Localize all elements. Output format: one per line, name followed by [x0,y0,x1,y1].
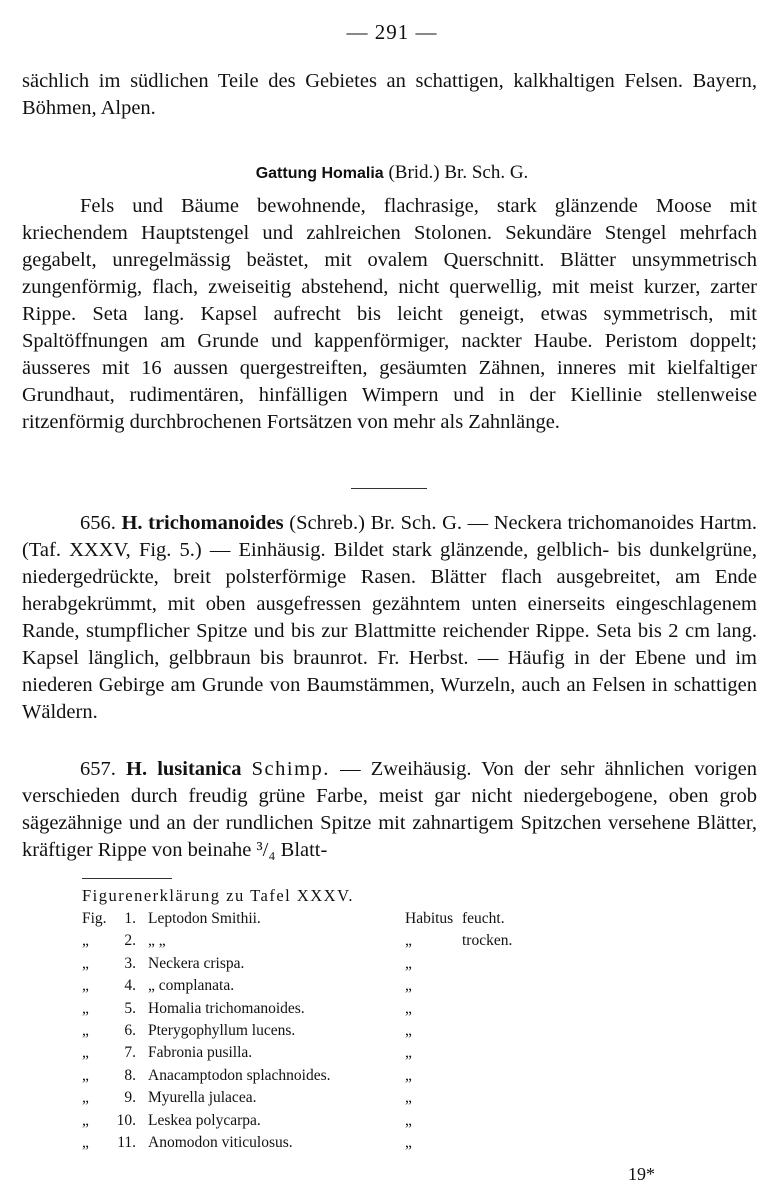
figure-prefix: „ [82,1111,89,1129]
figure-number: 4. [124,977,136,995]
species-656-number: 656. [80,512,116,534]
figure-legend-row [0,1134,784,1156]
figure-prefix: „ [82,1021,89,1039]
figure-state: trocken. [462,932,513,950]
figure-prefix: „ [82,1066,89,1084]
figure-number: 6. [124,1021,136,1039]
figure-number: 9. [124,1089,136,1107]
figure-legend-row [0,955,784,977]
figure-prefix: „ [82,954,89,972]
species-656-paragraph [22,510,757,726]
figure-legend-row [0,1089,784,1111]
figure-habitus: Habitus [405,910,454,927]
species-657-name: H. lusitanica [126,758,242,780]
species-656-name: H. trichomanoides [121,512,284,534]
figure-number: 7. [124,1044,136,1062]
figure-legend-title: Figurenerklärung zu Tafel XXXV. [82,886,355,905]
figure-prefix: „ [82,1089,89,1107]
figure-prefix: „ [82,1133,89,1151]
figure-legend-row [0,1112,784,1134]
figure-prefix: „ [82,1044,89,1062]
figure-species-name: Anacamptodon splachnoides. [148,1066,331,1084]
figure-species-name: Fabronia pusilla. [148,1044,253,1062]
signature-mark: 19* [628,1164,655,1184]
figure-number: 11. [117,1133,136,1151]
genus-description: Fels und Bäume bewohnende, flachrasige, stark glänzende Moose mit kriechendem Hauptstengel und zahlreichen Stolonen. Sekundäre Stengel mehrfach gegabelt, unregelmässig beästet, mit ovalem Querschnitt. Blätter unsymmetrisch zungenförmig, flach, zweiseitig abstehend, nicht querwellig, mit meist kurzer, zarter Rippe. Seta lang. Kapsel aufrecht bis leicht geneigt, etwas symmetrisch, mit Spaltöffnungen am Grunde und kappenförmiger, nackter Haube. Peristom doppelt; äusseres mit 16 aussen quergestreiften, gesäumten Zähnen, inneres mit kielfaltiger Grundhaut, rudimentären, hinfälligen Wimpern und in der Kiellinie stellenweise ritzenförmig durchbrochenen Fortsätzen von mehr als Zahnlänge. [22,195,757,433]
figure-habitus: „ [405,1066,412,1084]
figure-species-name: Neckera crispa. [148,954,245,972]
figure-prefix: „ [82,932,89,950]
figure-habitus: „ [405,932,412,950]
figure-species-name: Myurella julacea. [148,1089,257,1107]
figure-number: 8. [124,1066,136,1084]
figure-legend-row [0,1044,784,1066]
page-number: — 291 — [346,20,438,44]
figure-prefix: „ [82,999,89,1017]
figure-number: 5. [124,999,136,1017]
figure-species-name: Leskea polycarpa. [148,1111,261,1129]
figure-prefix: „ [82,977,89,995]
figure-prefix: Fig. [82,910,107,927]
figure-legend-row [0,932,784,954]
genus-heading [0,162,784,184]
figure-number: 10. [116,1111,136,1129]
figure-habitus: „ [405,954,412,972]
figure-legend-row [0,977,784,999]
figure-species-name: „ complanata. [148,977,235,995]
figure-legend-row [0,1067,784,1089]
section-divider [351,488,427,489]
species-657-text: — Zweihäusig. Von der sehr ähnlichen vorigen verschieden durch freudig grüne Farbe, meist gar nicht niedergebogene, oben grob sägezähnige und an der rundlichen Spitze mit zahnartigem Spitzchen versehene Blätter, kräftiger Rippe von beinahe ³/₄ Blatt- [22,758,758,861]
figure-species-name: Pterygophyllum lucens. [148,1021,296,1039]
species-657-paragraph [22,756,757,864]
figure-habitus: „ [405,977,412,995]
species-657-authority: Schimp. [251,758,330,780]
genus-label: Gattung Homalia [255,165,384,182]
figure-number: 3. [124,954,136,972]
footnote-divider [82,878,172,879]
figure-number: 2. [124,932,136,950]
species-657-number: 657. [80,758,116,780]
figure-habitus: „ [405,1044,412,1062]
figure-habitus: „ [405,1021,412,1039]
figure-legend-row [0,1000,784,1022]
species-656-authority: (Schreb.) [289,512,365,534]
figure-species-name: Anomodon viticulosus. [148,1133,293,1151]
figure-species-name: Leptodon Smithii. [148,910,261,927]
figure-species-name: Homalia trichomanoides. [148,999,305,1017]
figure-habitus: „ [405,1133,412,1151]
genus-authority: (Brid.) Br. Sch. G. [388,162,529,183]
figure-legend-row [0,910,784,932]
figure-habitus: „ [405,1111,412,1129]
figure-state: feucht. [462,910,505,927]
figure-number: 1. [124,910,136,927]
intro-paragraph: sächlich im südlichen Teile des Gebietes an schattigen, kalkhaltigen Felsen. Bayern, Böhmen, Alpen. [22,70,757,119]
species-656-text: Br. Sch. G. — Neckera trichomanoides Hartm. (Taf. XXXV, Fig. 5.) — Einhäusig. Bildet stark glänzende, gelblich- bis dunkelgrüne, niedergedrückte, breit polsterförmige Rasen. Blätter flach ausgebreitet, am Ende herabgekrümmt, mit oben ausgefressen gezähntem unten einerseits eingeschlagenem Rande, stumpflicher Spitze und bis zur Blattmitte reichender Rippe. Seta bis 2 cm lang. Kapsel länglich, gelbbraun bis braunrot. Fr. Herbst. — Häufig in der Ebene und im niederen Gebirge am Grunde von Baumstämmen, Wurzeln, auch an Felsen in schattigen Wäldern. [22,512,758,723]
figure-species-name: „ „ [148,932,166,950]
figure-habitus: „ [405,999,412,1017]
figure-habitus: „ [405,1089,412,1107]
figure-legend-list [0,910,784,1156]
figure-legend-row [0,1022,784,1044]
